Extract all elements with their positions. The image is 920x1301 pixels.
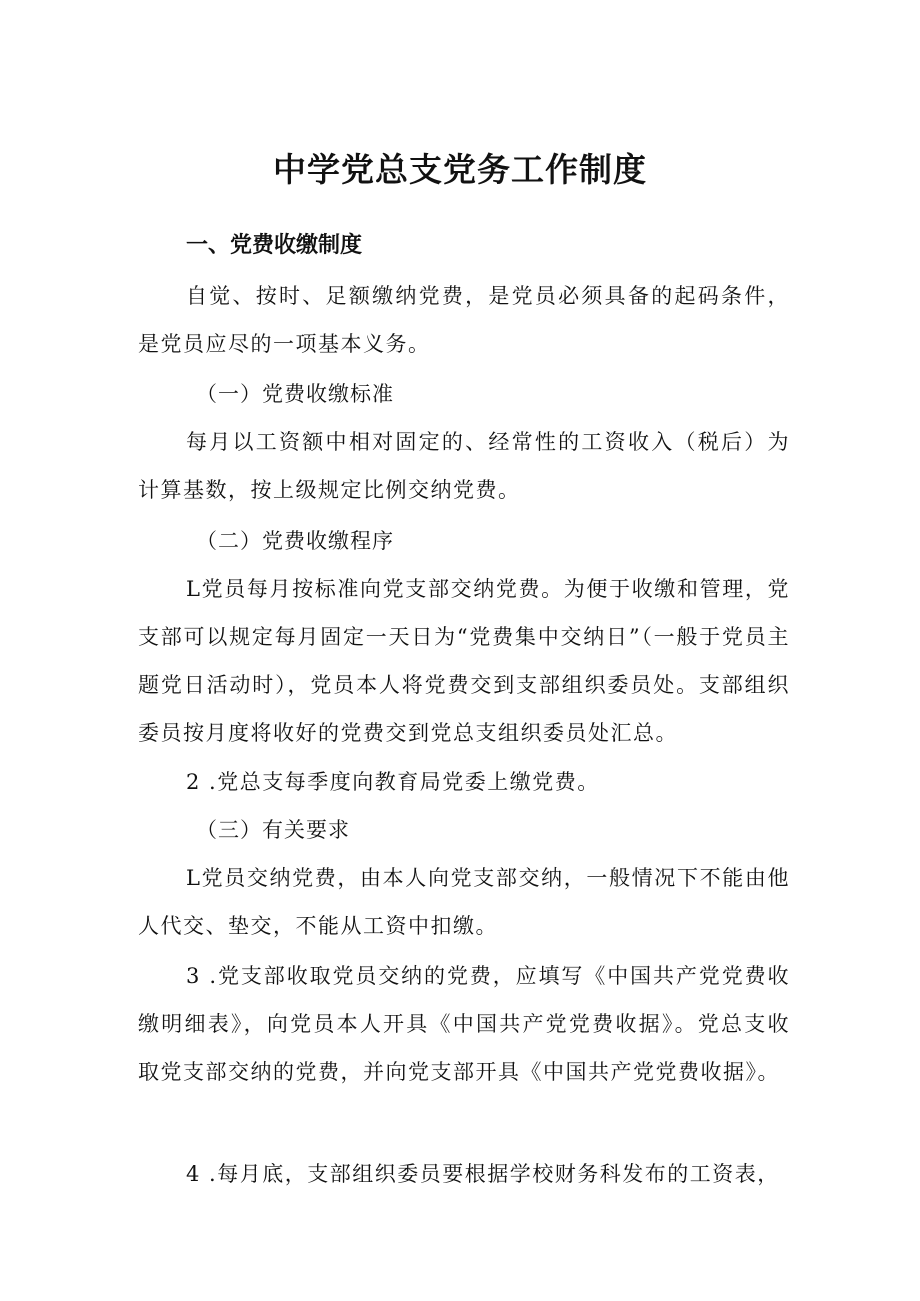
paragraph-requirement-1: L党员交纳党费，由本人向党支部交纳，一般情况下不能由他人代交、垫交，不能从工资中扣缴。 bbox=[138, 866, 790, 938]
subheading-standard: （一）党费收缴标准 bbox=[196, 382, 394, 406]
subheading-procedure: （二）党费收缴程序 bbox=[196, 529, 394, 553]
paragraph-requirement-3: 3 .党支部收取党员交纳的党费，应填写《中国共产党党费收缴明细表》，向党员本人开具《中国共产党党费收据》。党总支收取党支部交纳的党费，并向党支部开具《中国共产党党费收据》。 bbox=[138, 964, 790, 1084]
paragraph-standard: 每月以工资额中相对固定的、经常性的工资收入（税后）为计算基数，按上级规定比例交纳党费。 bbox=[138, 430, 790, 502]
paragraph-procedure-1: L党员每月按标准向党支部交纳党费。为便于收缴和管理，党支部可以规定每月固定一天日为“党费集中交纳日”（一般于党员主题党日活动时），党员本人将党费交到支部组织委员处。支部组织委员按月度将收好的党费交到党总支组织委员处汇总。 bbox=[138, 577, 790, 745]
section-heading-party-dues: 一、党费收缴制度 bbox=[186, 233, 363, 258]
subheading-requirements: （三）有关要求 bbox=[196, 818, 350, 842]
paragraph-requirement-4: 4 .每月底，支部组织委员要根据学校财务科发布的工资表， bbox=[186, 1162, 780, 1186]
document-title: 中学党总支党务工作制度 bbox=[273, 150, 647, 189]
paragraph-procedure-2: 2 .党总支每季度向教育局党委上缴党费。 bbox=[186, 770, 600, 794]
paragraph-intro: 自觉、按时、足额缴纳党费，是党员必须具备的起码条件，是党员应尽的一项基本义务。 bbox=[138, 284, 790, 356]
